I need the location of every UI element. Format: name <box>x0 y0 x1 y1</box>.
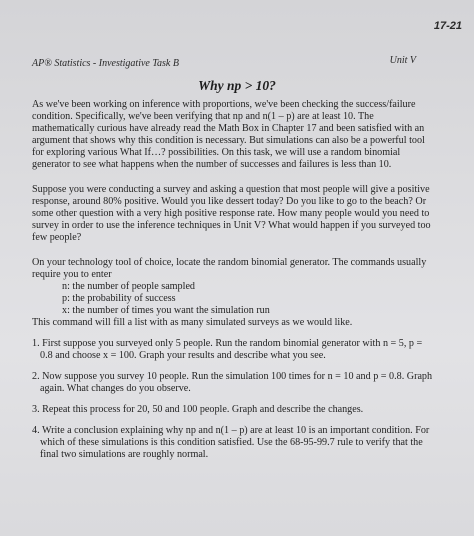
text-line: 3. Repeat this process for 20, 50 and 100 people. Graph and describe the changes. <box>32 404 364 415</box>
page-number: 17-21 <box>433 20 462 32</box>
text-line: some other question with a very high positive response rate. How many people would you need to <box>32 208 430 219</box>
text-line: condition. Specifically, we've been verifying that np and n(1 – p) are at least 10. The <box>32 111 374 122</box>
text-line: generator to see what happens when the number of successes and failures is less than 10. <box>32 159 392 170</box>
list-item: n: the number of people sampled <box>62 281 195 292</box>
text-line: response, around 80% positive. Would you like dessert today? Do you like to go to the beach? Or <box>32 196 427 207</box>
tool-paragraph <box>32 257 448 281</box>
text-line: 4. Write a conclusion explaining why np and n(1 – p) are at least 10 is an important condition. For <box>32 425 430 436</box>
text-line: for exploring various What If…? possibilities. On this task, we will use a random binomial <box>32 147 401 158</box>
text-line: Suppose you were conducting a survey and asking a question that most people will give a positive <box>32 184 430 195</box>
text-line: argument that shows why this condition is necessary. But simulations can also be a powerful tool <box>32 135 425 146</box>
text-line: 0.8 and choose x = 100. Graph your results and describe what you see. <box>40 350 326 361</box>
task-item <box>32 338 448 362</box>
page-title: Why np > 10? <box>198 78 276 93</box>
task-item <box>32 371 448 395</box>
text-line: mathematically curious have already read the Math Box in Chapter 17 and been satisfied with an <box>32 123 425 134</box>
body-text <box>32 99 448 470</box>
intro-paragraph <box>32 99 448 171</box>
text-line: 1. First suppose you surveyed only 5 people. Run the random binomial generator with n = 5, p = <box>32 338 423 349</box>
text-line: 2. Now suppose you survey 10 people. Run the simulation 100 times for n = 10 and p = 0.8. Graph <box>32 371 433 382</box>
text-line: As we've been working on inference with proportions, we've been checking the success/failure <box>32 99 416 110</box>
text-line: require you to enter <box>32 269 112 280</box>
text-line: final two simulations are roughly normal. <box>40 449 209 460</box>
task-item <box>32 404 448 416</box>
list-item: x: the number of times you want the simulation run <box>62 305 270 316</box>
text-line: On your technology tool of choice, locate the random binomial generator. The commands usually <box>32 257 427 268</box>
text-line: survey in order to use the inference techniques in Unit V? What would happen if you surveyed too <box>32 220 431 231</box>
requirements-list <box>32 281 448 317</box>
text-line: again. What changes do you observe. <box>40 383 191 394</box>
text-line: few people? <box>32 232 82 243</box>
course-task-label: AP® Statistics - Investigative Task B <box>32 58 179 69</box>
task-list <box>32 338 448 461</box>
text-line: which of these simulations is this condition satisfied. Use the 68-95-99.7 rule to verify that the <box>40 437 423 448</box>
task-item <box>32 425 448 461</box>
unit-label: Unit V <box>389 55 416 66</box>
survey-paragraph <box>32 184 448 244</box>
list-item: p: the probability of success <box>62 293 176 304</box>
list-note: This command will fill a list with as many simulated surveys as we would like. <box>32 317 353 328</box>
